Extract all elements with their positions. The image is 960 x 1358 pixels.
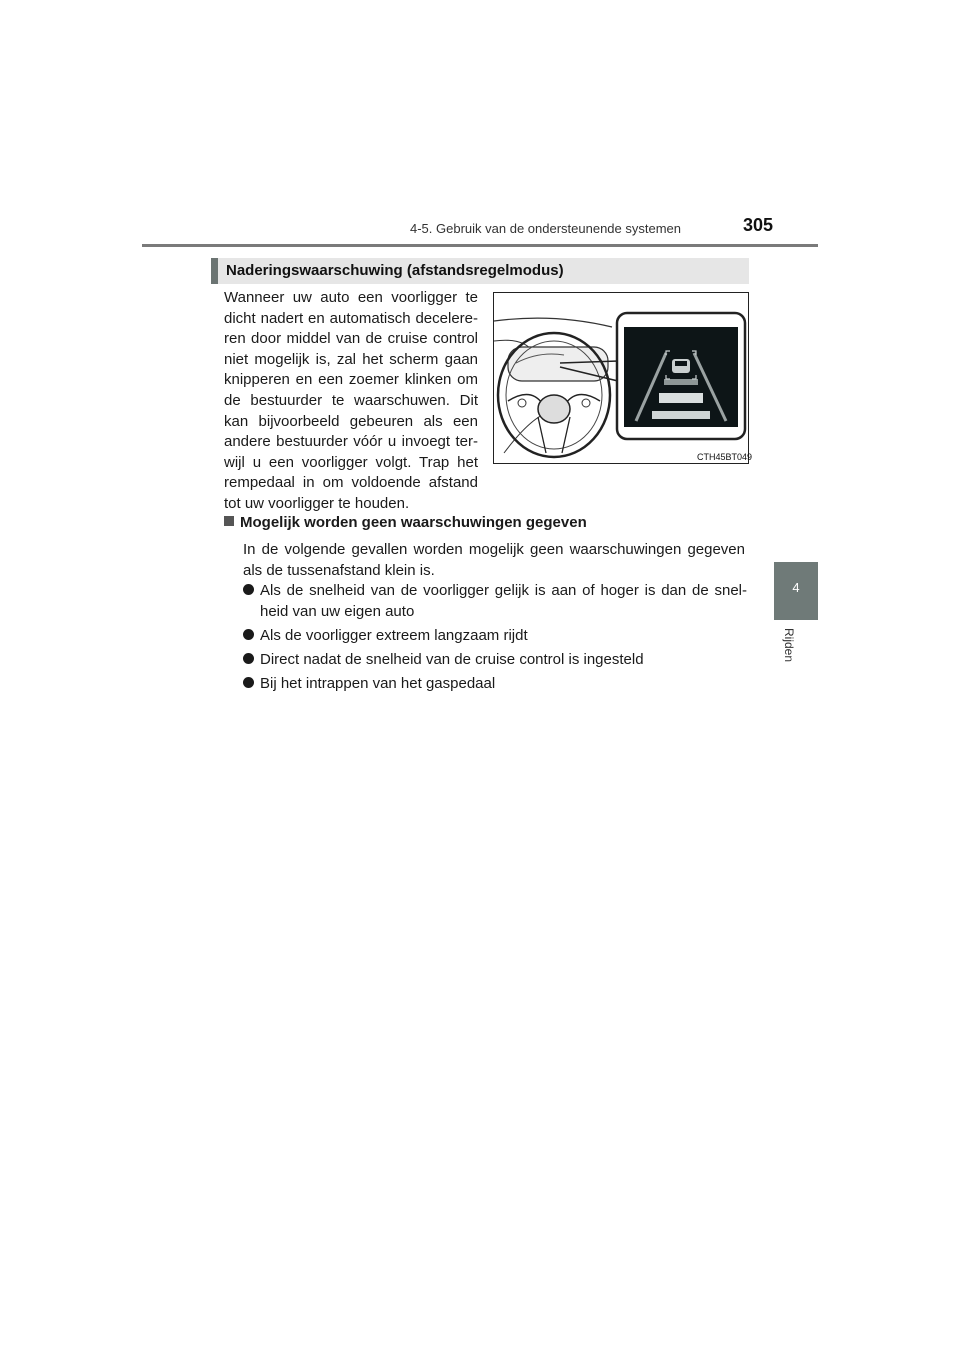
header-section-title: 4-5. Gebruik van de ondersteunende systemen [410, 221, 682, 236]
figure-code: CTH45BT049 [697, 452, 753, 462]
header-divider [142, 244, 818, 247]
square-bullet-icon [224, 516, 234, 526]
list-item: Direct nadat de snelheid van de cruise control is ingesteld [243, 649, 747, 670]
list-item: Als de voorligger extreem langzaam rijdt [243, 625, 747, 646]
chapter-label-container [780, 628, 820, 678]
section-title: Naderingswaarschuwing (afstandsregelmodus) [226, 262, 564, 279]
subsection-title: Mogelijk worden geen waarschuwingen gegeven [240, 514, 587, 531]
section-heading-bar [211, 258, 749, 284]
dashboard-illustration [493, 292, 749, 464]
bullet-icon [243, 653, 254, 664]
steering-wheel-display-illustration [494, 293, 748, 463]
chapter-tab [774, 562, 818, 620]
bullet-icon [243, 677, 254, 688]
chapter-number: 4 [792, 580, 800, 595]
intro-paragraph: Wanneer uw auto een voorligger te dicht nadert en automatisch decelere-ren door middel van de cruise control niet mogelijk is, zal het scherm gaan knipperen en een zoemer klinken om de bestuurder te waarschuwen. Dit kan bijvoorbeeld gebeuren als een andere bestuurder vóór u invoegt ter-wijl u een voorligger volgt. Trap het rempedaal in om voldoende afstand tot uw voorligger te houden. [224, 289, 478, 512]
bullet-icon [243, 584, 254, 595]
list-item: Als de snelheid van de voorligger gelijk is aan of hoger is dan de snel-heid van uw eigen auto [243, 580, 747, 622]
list-item: Bij het intrappen van het gaspedaal [243, 673, 747, 694]
bullet-icon [243, 629, 254, 640]
subsection-heading [224, 514, 587, 531]
chapter-label: Rijden [782, 628, 796, 663]
conditions-list [243, 580, 747, 697]
subsection-paragraph: In de volgende gevallen worden mogelijk geen waarschuwingen gegeven als de tussenafstand klein is. [243, 541, 745, 579]
page-number: 305 [743, 215, 774, 235]
